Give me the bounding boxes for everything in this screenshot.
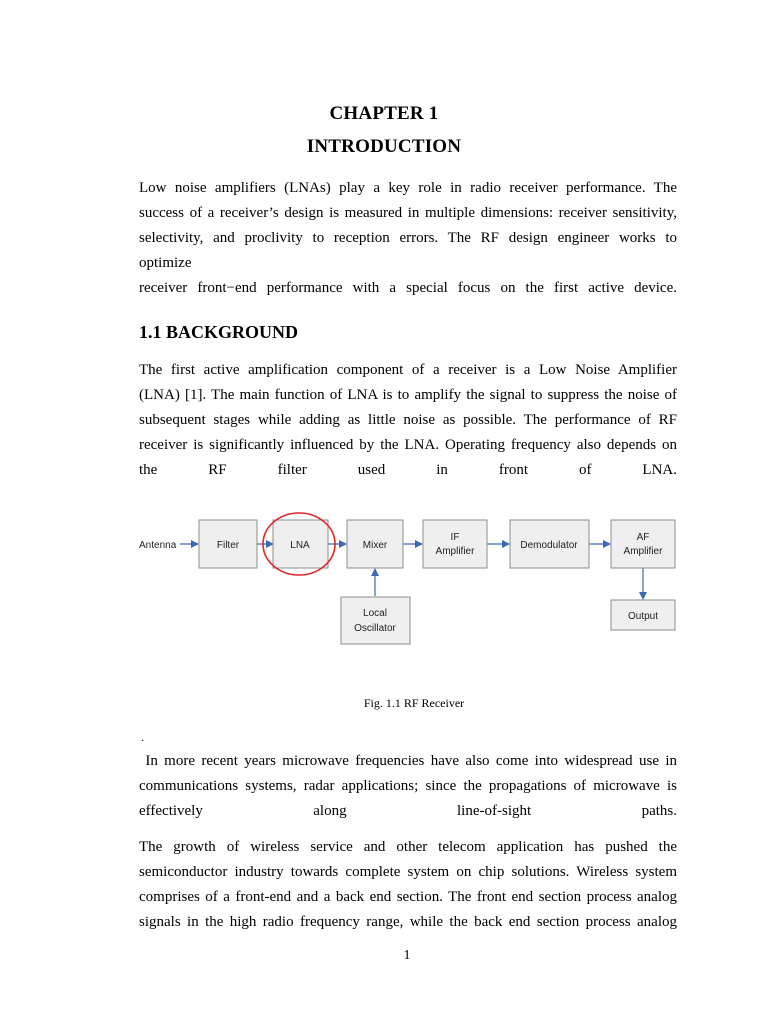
text-line: selectivity, and proclivity to reception errors. The RF design engineer works to: [139, 230, 677, 246]
text-line: The first active amplification component of a receiver is a Low Noise Amplifier: [139, 362, 677, 378]
text-line: The growth of wireless service and other telecom application has pushed the: [139, 839, 677, 855]
text-line: Low noise amplifiers (LNAs) play a key role in radio receiver performance. The: [139, 180, 677, 196]
filter-label: Filter: [216, 540, 240, 551]
local-oscillator-label-line1: Local: [363, 608, 387, 619]
text-line: (LNA) [1]. The main function of LNA is to amplify the signal to suppress the noise of: [139, 387, 677, 403]
text-line: comprises of a front-end and a back end section. The front end section process analog: [139, 889, 677, 905]
if-amplifier-label-line2: Amplifier: [435, 546, 475, 557]
lna-block: [273, 520, 328, 568]
af-amplifier-label-line2: Amplifier: [623, 546, 663, 557]
demodulator-block: [510, 520, 589, 568]
section-heading: 1.1 BACKGROUND: [139, 322, 299, 342]
text-line: the RF filter used in front of LNA.: [139, 462, 677, 478]
local-oscillator-label-line2: Oscillator: [354, 623, 396, 634]
mixer-block: [347, 520, 403, 568]
microwave-paragraph: [139, 749, 677, 824]
page-number: 1: [403, 948, 411, 963]
text-line: optimize: [139, 255, 192, 271]
mixer-label: Mixer: [362, 540, 388, 551]
if-amplifier-block: [423, 520, 487, 568]
growth-paragraph: [139, 835, 677, 935]
output-label: Output: [627, 611, 659, 622]
lna-label: LNA: [290, 540, 310, 551]
text-line: In more recent years microwave frequencies have also come into widespread use in: [139, 753, 677, 769]
stray-mark: .: [141, 730, 144, 744]
af-amplifier-block: [611, 520, 675, 568]
text-line: receiver is significantly influenced by the LNA. Operating frequency also depends on: [139, 437, 677, 453]
if-amplifier-label-line1: IF: [450, 532, 460, 543]
chapter-title: INTRODUCTION: [306, 136, 462, 157]
local-oscillator-block: [341, 597, 410, 644]
chapter-number: CHAPTER 1: [329, 103, 439, 124]
filter-block: [199, 520, 257, 568]
figure-caption: Fig. 1.1 RF Receiver: [363, 696, 465, 710]
text-line: receiver front−end performance with a special focus on the first active device.: [139, 280, 677, 296]
text-line: subsequent stages while adding as little noise as possible. The performance of RF: [139, 412, 677, 428]
antenna-label: Antenna: [139, 540, 177, 551]
text-line: semiconductor industry towards complete system on chip solutions. Wireless system: [139, 864, 677, 880]
text-line: communications systems, radar applications; since the propagations of microwave is: [139, 778, 677, 794]
af-amplifier-label-line1: AF: [636, 532, 650, 543]
text-line: effectively along line-of-sight paths.: [139, 803, 677, 819]
output-block: [611, 600, 675, 630]
demodulator-label: Demodulator: [520, 540, 578, 551]
text-line: success of a receiver’s design is measured in multiple dimensions: receiver sensitivity,: [139, 205, 677, 221]
text-line: signals in the high radio frequency range, while the back end section process analog: [139, 914, 677, 930]
